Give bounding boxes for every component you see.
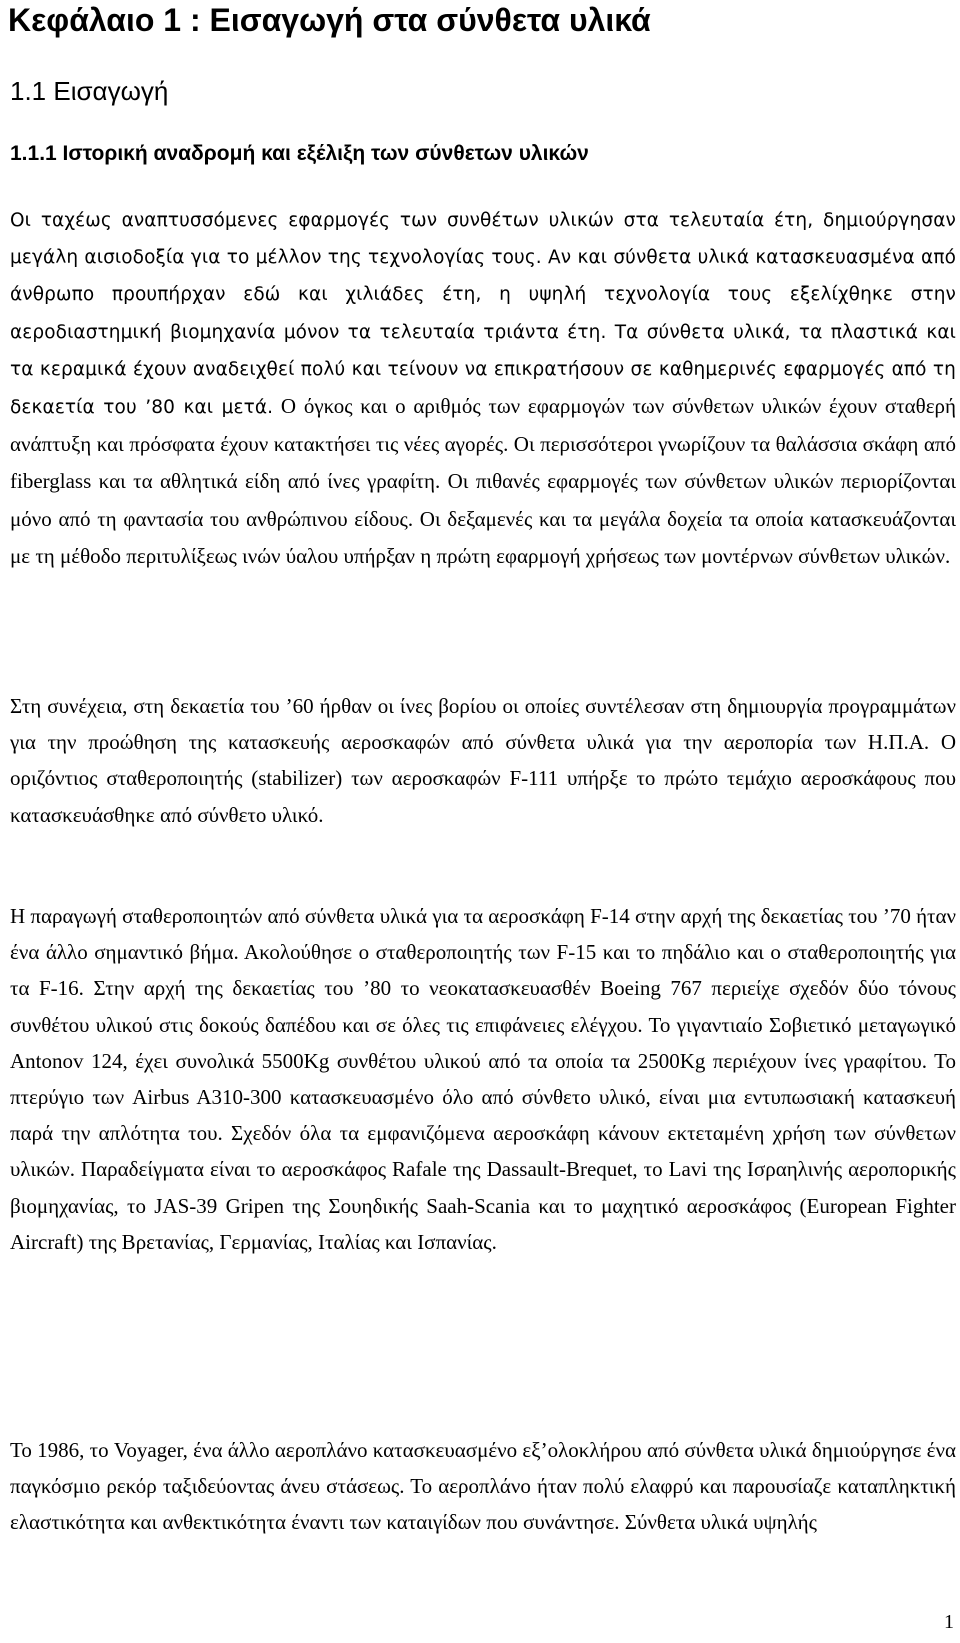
paragraph-intro-serif-part: Ο όγκος και ο αριθμός των εφαρμογών των σύνθετων υλικών έχουν σταθερή ανάπτυξη και πρόσφατα έχουν κατακτήσει τις νέες αγορές. Οι περισσότεροι γνωρίζουν τα θαλάσσια σκάφη από fiberglass και τα αθλητικά είδη από ίνες γραφίτη. Οι πιθανές εφαρμογές των σύνθετων υλικών περιορίζονται μόνο από τη φαντασία του ανθρώπινου είδους. Οι δεξαμενές και τα μεγάλα δοχεία τα οποία κατασκευάζονται με τη μέθοδο περιτυλίξεως ινών ύαλου υπήρξαν η πρώτη εφαρμογή χρήσεως των μοντέρνων σύνθετων υλικών. [10,394,956,568]
paragraph-voyager: Το 1986, το Voyager, ένα άλλο αεροπλάνο κατασκευασμένο εξ’ολοκλήρου από σύνθετα υλικά δημιούργησε ένα παγκόσμιο ρεκόρ ταξιδεύοντας άνευ στάσεως. Το αεροπλάνο ήταν πολύ ελαφρύ και παρουσίαζε καταπληκτική ελαστικότητα και ανθεκτικότητα έναντι των καταιγίδων που συνάντησε. Σύνθετα υλικά υψηλής [10,1438,956,1535]
paragraph-intro [10,202,956,575]
chapter-title: Κεφάλαιο 1 : Εισαγωγή στα σύνθετα υλικά [8,2,651,38]
page-number: 1 [944,1611,954,1633]
subsection-title: 1.1.1 Ιστορική αναδρομή και εξέλιξη των σύνθετων υλικών [10,142,589,165]
paragraph-stabilizers: Η παραγωγή σταθεροποιητών από σύνθετα υλικά για τα αεροσκάφη F-14 στην αρχή της δεκαετίας του ’70 ήταν ένα άλλο σημαντικό βήμα. Ακολούθησε ο σταθεροποιητής των F-15 και το πηδάλιο και ο σταθεροποιητής για τα F-16. Στην αρχή της δεκαετίας του ’80 το νεοκατασκευασθέν Boeing 767 περιείχε σχεδόν δύο τόνους συνθέτου υλικού στις δοκούς δαπέδου και σε όλες τις επιφάνειες ελέγχου. Το γιγαντιαίο Σοβιετικό μεταγωγικό Antonov 124, έχει συνολικά 5500Kg συνθέτου υλικού από τα οποία τα 2500Kg περιέχουν ίνες γραφίτου. Το πτερύγιο των Airbus A310-300 κατασκευασμένο όλο από σύνθετο υλικό, είναι μια εντυπωσιακή κατασκευή παρά την απλότητα του. Σχεδόν όλα τα εμφανιζόμενα αεροσκάφη κάνουν εκτεταμένη χρήση των σύνθετων υλικών. Παραδείγματα είναι το αεροσκάφος Rafale της Dassault-Brequet, το Lavi της Ισραηλινής αεροπορικής βιομηχανίας, το JAS-39 Gripen της Σουηδικής Saah-Scania και το μαχητικό αεροσκάφος (European Fighter Aircraft) της Βρετανίας, Γερμανίας, Ιταλίας και Ισπανίας. [10,904,956,1254]
paragraph-boron-fibers: Στη συνέχεια, στη δεκαετία του ’60 ήρθαν οι ίνες βορίου οι οποίες συντέλεσαν στη δημιουργία προγραμμάτων για την προώθηση της κατασκευής αεροσκαφών από σύνθετα υλικά για την αεροπορία των Η.Π.Α. Ο οριζόντιος σταθεροποιητής (stabilizer) των αεροσκαφών F-111 υπήρξε το πρώτο τεμάχιο αεροσκάφους που κατασκευάσθηκε από σύνθετο υλικό. [10,694,956,827]
paragraph-intro-sans-part: Οι ταχέως αναπτυσσόμενες εφαρμογές των συνθέτων υλικών στα τελευταία έτη, δημιούργησαν μεγάλη αισιοδοξία για το μέλλον της τεχνολογίας τους. Αν και σύνθετα υλικά κατασκευασμένα από άνθρωπο προυπήρχαν εδώ και χιλιάδες έτη, η υψηλή τεχνολογία τους εξελίχθηκε στην αεροδιαστημική βιομηχανία μόνον τα τελευταία τριάντα έτη. Τα σύνθετα υλικά, τα πλαστικά και τα κεραμικά έχουν αναδειχθεί πολύ και τείνουν να επικρατήσουν σε καθημερινές εφαρμογές από τη δεκαετία του ’80 και μετά. [10,210,956,419]
section-title: 1.1 Εισαγωγή [10,76,169,106]
